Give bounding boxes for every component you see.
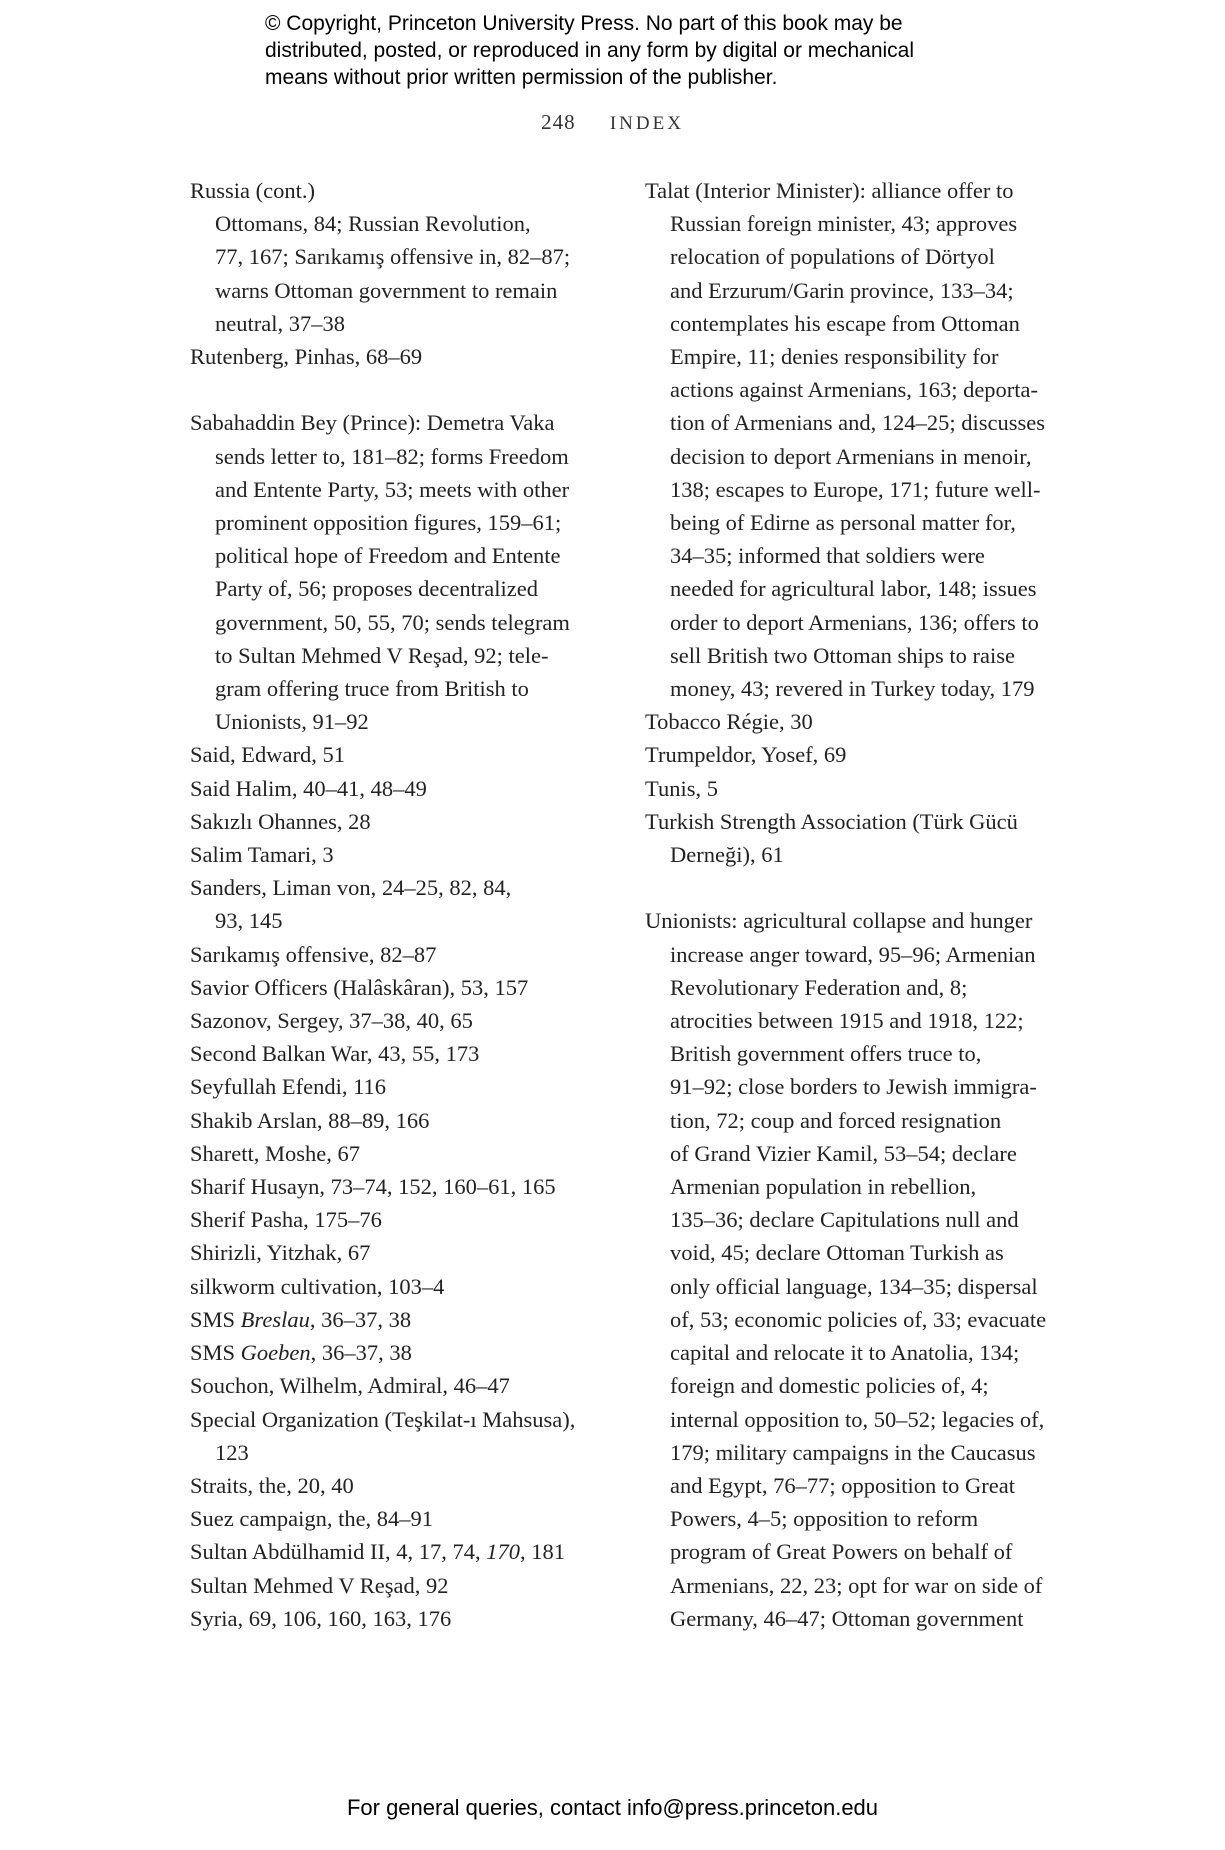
index-entry: Unionists: agricultural collapse and hunger increase anger toward, 95–96; Armenian Revolutionary Federation and, 8; atrocities between 1915 and 1918, 122; British government offers truce to, 91–92; close borders to Jewish immigra- tion, 72; coup and forced resignation of Grand Vizier Kamil, 53–54; declare Armenian population in rebellion, 135–36; declare Capitulations null and void, 45; declare Ottoman Turkish as only official language, 134–35; dispersal of, 53; economic policies of, 33; evacuate capital and relocate it to Anatolia, 134; foreign and domestic policies of, 4; internal opposition to, 50–52; legacies of, 179; military campaigns in the Caucasus and Egypt, 76–77; opposition to Great Powers, 4–5; opposition to reform program of Great Powers on behalf of Armenians, 22, 23; opt for war on side of Germany, 46–47; Ottoman government [645, 908, 1047, 1631]
running-head [0, 110, 1225, 135]
index-entry: Trumpeldor, Yosef, 69 [645, 742, 847, 768]
index-entry: Sharett, Moshe, 67 [190, 1140, 360, 1166]
index-entry: Syria, 69, 106, 160, 163, 176 [190, 1605, 452, 1631]
index-entry: Sanders, Liman von, 24–25, 82, 84, 93, 145 [190, 875, 512, 934]
index-entry: Rutenberg, Pinhas, 68–69 [190, 344, 423, 370]
index-entry: Salim Tamari, 3 [190, 842, 334, 868]
page-number: 248 [541, 110, 576, 134]
index-entry: Second Balkan War, 43, 55, 173 [190, 1041, 480, 1067]
copyright-line: © Copyright, Princeton University Press. No part of this book may be [265, 12, 903, 35]
section-title: INDEX [609, 113, 684, 134]
index-entry: Tobacco Régie, 30 [645, 709, 813, 735]
index-entry: Seyfullah Efendi, 116 [190, 1074, 386, 1100]
index-entry: Shakib Arslan, 88–89, 166 [190, 1107, 430, 1133]
index-entry: Shirizli, Yitzhak, 67 [190, 1240, 371, 1266]
index-entry: Special Organization (Teşkilat-ı Mahsusa), 123 [190, 1406, 576, 1465]
index-entry: Sakızlı Ohannes, 28 [190, 808, 371, 834]
copyright-line: means without prior written permission of the publisher. [265, 66, 778, 89]
index-entry: Sherif Pasha, 175–76 [190, 1207, 382, 1233]
index-entry: Sultan Mehmed V Reşad, 92 [190, 1572, 449, 1598]
index-entry: Sharif Husayn, 73–74, 152, 160–61, 165 [190, 1174, 556, 1200]
index-column-left [190, 174, 610, 1635]
copyright-notice [265, 10, 1025, 91]
index-entry: Sazonov, Sergey, 37–38, 40, 65 [190, 1008, 473, 1034]
index-entry: SMS Goeben, 36–37, 38 [190, 1340, 412, 1366]
index-entry: Said, Edward, 51 [190, 742, 345, 768]
index-entry: Straits, the, 20, 40 [190, 1472, 354, 1498]
index-entry: Savior Officers (Halâskâran), 53, 157 [190, 974, 529, 1000]
index-entry: silkworm cultivation, 103–4 [190, 1273, 445, 1299]
index-entry: Sarıkamış offensive, 82–87 [190, 941, 437, 967]
index-entry: Souchon, Wilhelm, Admiral, 46–47 [190, 1373, 510, 1399]
index-entry: Said Halim, 40–41, 48–49 [190, 775, 427, 801]
index-entry: Talat (Interior Minister): alliance offer to Russian foreign minister, 43; approves relocation of populations of Dörtyol and Erzurum/Garin province, 133–34; contemplates his escape from Ottoman Empire, 11; denies responsibility for actions against Armenians, 163; deporta- tion of Armenians and, 124–25; discusses decision to deport Armenians in menoir, 138; escapes to Europe, 171; future well- being of Edirne as personal matter for, 34–35; informed that soldiers were needed for agricultural labor, 148; issues order to deport Armenians, 136; offers to sell British two Ottoman ships to raise money, 43; revered in Turkey today, 179 [645, 178, 1045, 702]
index-entry: Turkish Strength Association (Türk Gücü Derneği), 61 [645, 808, 1018, 868]
copyright-line: distributed, posted, or reproduced in any form by digital or mechanical [265, 39, 915, 62]
index-entry: Sultan Abdülhamid II, 4, 17, 74, 170, 181 [190, 1539, 565, 1565]
footer-contact: For general queries, contact info@press.princeton.edu [346, 1795, 879, 1820]
index-entry: Suez campaign, the, 84–91 [190, 1506, 434, 1532]
index-entry: Sabahaddin Bey (Prince): Demetra Vaka sends letter to, 181–82; forms Freedom and Entente Party, 53; meets with other prominent opposition figures, 159–61; political hope of Freedom and Entente Party of, 56; proposes decentralized government, 50, 55, 70; sends telegram to Sultan Mehmed V Reşad, 92; tele- gram offering truce from British to Unionists, 91–92 [190, 410, 570, 735]
index-entry: SMS Breslau, 36–37, 38 [190, 1306, 412, 1332]
index-entry: Ottomans, 84; Russian Revolution, 77, 167; Sarıkamış offensive in, 82–87; warns Ottoman government to remain neutral, 37–38 [215, 211, 571, 336]
index-entry: Tunis, 5 [645, 775, 718, 801]
index-column-right [645, 174, 1065, 1635]
index-entry: Russia (cont.) [190, 178, 315, 203]
